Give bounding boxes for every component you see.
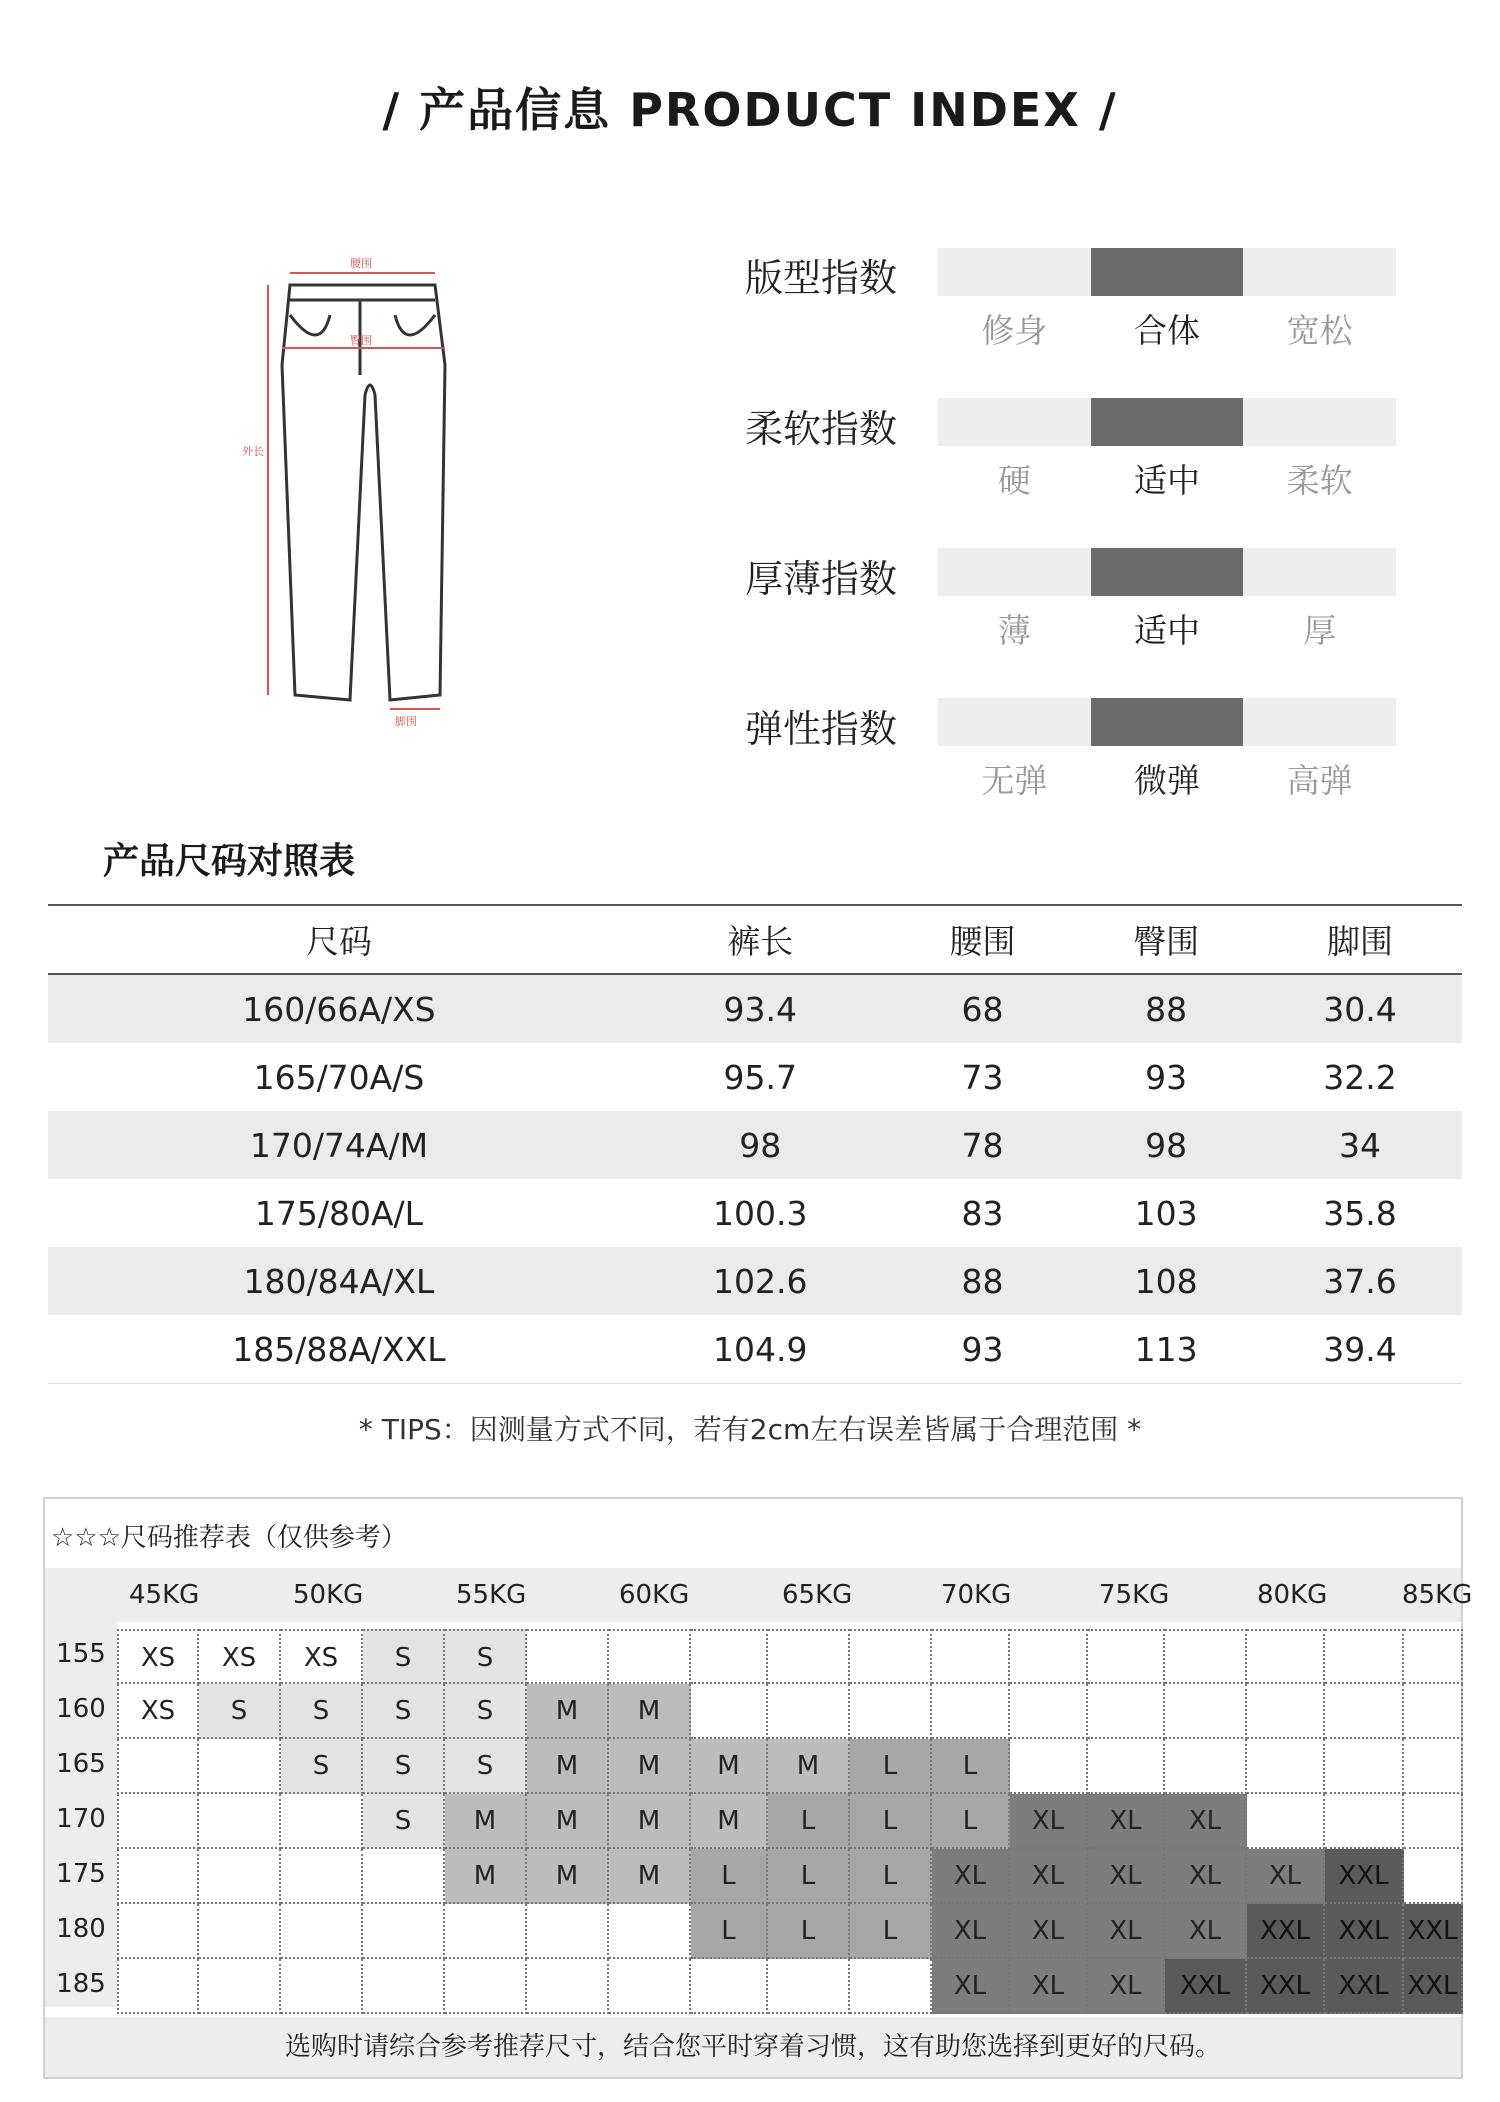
cell-length: 93.4 bbox=[630, 974, 891, 1043]
page-title: / 产品信息 PRODUCT INDEX / bbox=[382, 83, 1118, 137]
size-cell bbox=[199, 1794, 281, 1849]
size-cell: M bbox=[527, 1849, 609, 1904]
size-cell bbox=[117, 1849, 199, 1904]
size-cell: XS bbox=[117, 1684, 199, 1739]
size-cell: XS bbox=[199, 1629, 281, 1684]
weight-header-row bbox=[45, 1568, 1473, 1622]
height-label: 185 bbox=[56, 1969, 106, 1999]
size-cell: L bbox=[691, 1849, 768, 1904]
size-cell: M bbox=[527, 1684, 609, 1739]
size-cell bbox=[1088, 1629, 1165, 1684]
softness-index-options bbox=[938, 455, 1396, 502]
height-label: 155 bbox=[56, 1639, 106, 1669]
elasticity-seg-1 bbox=[1091, 698, 1244, 746]
size-cell: M bbox=[691, 1739, 768, 1794]
cell-length: 98 bbox=[630, 1111, 891, 1179]
tips-text: * TIPS：因测量方式不同，若有2cm左右误差皆属于合理范围 * bbox=[358, 1413, 1142, 1446]
elasticity-index-bar bbox=[938, 698, 1396, 746]
table-row bbox=[48, 1111, 1462, 1179]
size-cell: XL bbox=[1247, 1849, 1325, 1904]
cell-size: 185/88A/XXL bbox=[48, 1315, 630, 1384]
size-cell bbox=[1247, 1684, 1325, 1739]
size-cell bbox=[199, 1849, 281, 1904]
fit-seg-0 bbox=[938, 248, 1091, 296]
size-cell: XL bbox=[1010, 1959, 1088, 2014]
size-cell: S bbox=[281, 1684, 363, 1739]
size-cell bbox=[1325, 1794, 1404, 1849]
cell-size: 160/66A/XS bbox=[48, 974, 630, 1043]
size-cell bbox=[281, 1959, 363, 2014]
size-cell bbox=[445, 1904, 527, 1959]
size-cell: XL bbox=[1010, 1794, 1088, 1849]
weight-label: 50KG bbox=[293, 1580, 364, 1610]
header-waist: 腰围 bbox=[891, 905, 1075, 974]
fit-index-label: 版型指数 bbox=[745, 256, 898, 300]
size-cell bbox=[1404, 1684, 1463, 1739]
cell-hip: 93 bbox=[1145, 1057, 1188, 1097]
diagram-hip-label: 臀围 bbox=[350, 334, 372, 347]
size-cell: M bbox=[527, 1794, 609, 1849]
size-cell bbox=[609, 1959, 691, 2014]
size-cell bbox=[1010, 1684, 1088, 1739]
header-hem: 脚围 bbox=[1258, 905, 1462, 974]
size-cell bbox=[1010, 1629, 1088, 1684]
weight-label: 55KG bbox=[456, 1580, 527, 1610]
cell-waist: 78 bbox=[891, 1111, 1075, 1179]
size-cell: S bbox=[199, 1684, 281, 1739]
size-cell bbox=[199, 1904, 281, 1959]
cell-size: 165/70A/S bbox=[253, 1057, 425, 1097]
height-label: 170 bbox=[56, 1804, 106, 1834]
cell-size: 175/80A/L bbox=[254, 1193, 424, 1233]
thickness-index-bar bbox=[938, 548, 1396, 596]
cell-waist: 68 bbox=[891, 974, 1075, 1043]
thickness-seg-1 bbox=[1091, 548, 1244, 596]
cell-length: 102.6 bbox=[630, 1247, 891, 1315]
thickness-index-options bbox=[938, 605, 1396, 652]
cell-hem: 39.4 bbox=[1258, 1315, 1462, 1384]
size-cell: XL bbox=[1088, 1849, 1165, 1904]
softness-seg-2 bbox=[1243, 398, 1396, 446]
size-cell bbox=[691, 1959, 768, 2014]
size-cell bbox=[609, 1904, 691, 1959]
elasticity-option: 高弹 bbox=[1286, 761, 1353, 800]
header-length: 裤长 bbox=[630, 905, 891, 974]
size-cell: XXL bbox=[1325, 1849, 1404, 1904]
pants-diagram bbox=[220, 245, 480, 728]
cell-size: 170/74A/M bbox=[48, 1111, 630, 1179]
cell-length: 95.7 bbox=[723, 1057, 797, 1097]
size-cell: M bbox=[609, 1794, 691, 1849]
size-cell: M bbox=[691, 1794, 768, 1849]
weight-label: 80KG bbox=[1257, 1580, 1328, 1610]
size-cell: XL bbox=[1010, 1849, 1088, 1904]
size-cell: XXL bbox=[1325, 1959, 1404, 2014]
size-cell: XS bbox=[281, 1629, 363, 1684]
size-cell: XXL bbox=[1247, 1959, 1325, 2014]
size-cell bbox=[768, 1959, 850, 2014]
cell-hip: 113 bbox=[1074, 1315, 1258, 1384]
size-cell: L bbox=[850, 1794, 932, 1849]
size-cell: S bbox=[363, 1684, 445, 1739]
size-cell: S bbox=[363, 1739, 445, 1794]
recommendation-footer: 选购时请综合参考推荐尺寸，结合您平时穿着习惯，这有助您选择到更好的尺码。 bbox=[45, 2017, 1461, 2077]
elasticity-option: 微弹 bbox=[1134, 761, 1200, 800]
size-cell bbox=[527, 1629, 609, 1684]
size-cell: XL bbox=[1088, 1904, 1165, 1959]
size-cell bbox=[1247, 1629, 1325, 1684]
header-size: 尺码 bbox=[48, 905, 630, 974]
softness-option: 柔软 bbox=[1286, 461, 1353, 500]
size-cell: XS bbox=[117, 1629, 199, 1684]
thickness-index-label: 厚薄指数 bbox=[745, 557, 898, 601]
size-cell bbox=[1088, 1684, 1165, 1739]
cell-hem: 34 bbox=[1258, 1111, 1462, 1179]
header-hip: 臀围 bbox=[1074, 905, 1258, 974]
thickness-option: 薄 bbox=[997, 611, 1031, 650]
size-cell: XXL bbox=[1165, 1959, 1247, 2014]
size-cell: XL bbox=[932, 1849, 1010, 1904]
table-row bbox=[48, 1315, 1462, 1384]
cell-hem: 32.2 bbox=[1323, 1057, 1397, 1097]
size-cell bbox=[1010, 1739, 1088, 1794]
softness-option: 适中 bbox=[1134, 461, 1200, 500]
size-cell bbox=[281, 1904, 363, 1959]
size-cell: XL bbox=[932, 1959, 1010, 2014]
size-cell bbox=[363, 1849, 445, 1904]
fit-option: 宽松 bbox=[1286, 311, 1353, 350]
table-row bbox=[48, 974, 1462, 1043]
weight-label: 65KG bbox=[782, 1580, 853, 1610]
diagram-waist-label: 腰围 bbox=[350, 257, 372, 270]
thickness-option: 厚 bbox=[1303, 611, 1337, 650]
size-recommendation-chart bbox=[43, 1497, 1473, 2079]
size-cell bbox=[1247, 1794, 1325, 1849]
cell-hip: 108 bbox=[1074, 1247, 1258, 1315]
recommendation-title: ☆☆☆尺码推荐表（仅供参考） bbox=[51, 1523, 407, 1553]
elasticity-seg-2 bbox=[1243, 698, 1396, 746]
size-cell bbox=[281, 1849, 363, 1904]
size-cell bbox=[768, 1684, 850, 1739]
size-cell: L bbox=[691, 1904, 768, 1959]
cell-hip: 103 bbox=[1134, 1193, 1198, 1233]
size-cell: S bbox=[281, 1739, 363, 1794]
size-cell bbox=[445, 1959, 527, 2014]
size-cell: S bbox=[445, 1629, 527, 1684]
size-cell: M bbox=[609, 1684, 691, 1739]
size-cell bbox=[1247, 1739, 1325, 1794]
size-cell bbox=[1165, 1629, 1247, 1684]
softness-seg-1 bbox=[1091, 398, 1244, 446]
size-cell: XXL bbox=[1247, 1904, 1325, 1959]
cell-length: 100.3 bbox=[713, 1193, 808, 1233]
size-cell bbox=[281, 1794, 363, 1849]
size-cell: XL bbox=[1010, 1904, 1088, 1959]
size-cell: L bbox=[850, 1739, 932, 1794]
size-cell bbox=[1165, 1684, 1247, 1739]
size-cell bbox=[363, 1904, 445, 1959]
fit-seg-1 bbox=[1091, 248, 1244, 296]
size-cell bbox=[1404, 1629, 1463, 1684]
elasticity-index-label: 弹性指数 bbox=[745, 707, 898, 751]
size-cell: L bbox=[768, 1904, 850, 1959]
weight-label: 45KG bbox=[129, 1580, 200, 1610]
softness-index-bar bbox=[938, 398, 1396, 446]
cell-size: 180/84A/XL bbox=[48, 1247, 630, 1315]
thickness-option: 适中 bbox=[1134, 611, 1200, 650]
size-table bbox=[48, 904, 1462, 1384]
diagram-length-label: 外长 bbox=[242, 445, 264, 458]
size-cell: S bbox=[363, 1629, 445, 1684]
size-cell bbox=[691, 1629, 768, 1684]
size-cell: L bbox=[850, 1849, 932, 1904]
size-cell bbox=[1404, 1739, 1463, 1794]
size-cell: M bbox=[445, 1794, 527, 1849]
cell-hip: 88 bbox=[1074, 974, 1258, 1043]
weight-label: 75KG bbox=[1099, 1580, 1170, 1610]
size-cell bbox=[117, 1739, 199, 1794]
size-cell bbox=[691, 1684, 768, 1739]
height-header-column bbox=[45, 1622, 117, 2007]
cell-waist: 88 bbox=[891, 1247, 1075, 1315]
softness-seg-0 bbox=[938, 398, 1091, 446]
size-cell: XL bbox=[1165, 1849, 1247, 1904]
size-cell: L bbox=[768, 1794, 850, 1849]
size-cell bbox=[527, 1959, 609, 2014]
size-cell: M bbox=[609, 1739, 691, 1794]
size-cell bbox=[609, 1629, 691, 1684]
size-cell bbox=[850, 1959, 932, 2014]
size-cell bbox=[1165, 1739, 1247, 1794]
softness-index-label: 柔软指数 bbox=[745, 407, 898, 451]
size-cell: XL bbox=[1088, 1959, 1165, 2014]
size-cell: L bbox=[932, 1739, 1010, 1794]
size-cell bbox=[1325, 1684, 1404, 1739]
size-cell: M bbox=[768, 1739, 850, 1794]
fit-index-options bbox=[938, 305, 1396, 352]
size-cell: L bbox=[768, 1849, 850, 1904]
size-cell: S bbox=[363, 1794, 445, 1849]
size-cell bbox=[850, 1629, 932, 1684]
size-cell bbox=[199, 1959, 281, 2014]
size-cell: L bbox=[850, 1904, 932, 1959]
size-cell: XL bbox=[1088, 1794, 1165, 1849]
size-cell: XXL bbox=[1325, 1904, 1404, 1959]
size-cell bbox=[932, 1629, 1010, 1684]
thickness-seg-2 bbox=[1243, 548, 1396, 596]
cell-hem: 35.8 bbox=[1323, 1193, 1397, 1233]
size-cell: XL bbox=[1165, 1794, 1247, 1849]
size-cell bbox=[932, 1684, 1010, 1739]
size-cell: XL bbox=[1165, 1904, 1247, 1959]
size-cell: XXL bbox=[1404, 1904, 1463, 1959]
height-label: 180 bbox=[56, 1914, 106, 1944]
diagram-hem-label: 脚围 bbox=[395, 715, 417, 728]
size-cell bbox=[363, 1959, 445, 2014]
size-cell bbox=[1404, 1849, 1463, 1904]
fit-index-bar bbox=[938, 248, 1396, 296]
recommendation-grid bbox=[117, 1629, 1463, 2011]
cell-hem: 37.6 bbox=[1258, 1247, 1462, 1315]
table-row bbox=[48, 1043, 1462, 1111]
fit-seg-2 bbox=[1243, 248, 1396, 296]
size-cell: M bbox=[445, 1849, 527, 1904]
table-row bbox=[48, 1247, 1462, 1315]
size-cell: L bbox=[932, 1794, 1010, 1849]
cell-waist: 93 bbox=[891, 1315, 1075, 1384]
size-cell: M bbox=[527, 1739, 609, 1794]
size-table-title: 产品尺码对照表 bbox=[103, 841, 356, 882]
size-cell bbox=[117, 1794, 199, 1849]
height-label: 175 bbox=[56, 1859, 106, 1889]
size-cell bbox=[1325, 1629, 1404, 1684]
size-cell: XL bbox=[932, 1904, 1010, 1959]
cell-length: 104.9 bbox=[630, 1315, 891, 1384]
size-cell bbox=[199, 1739, 281, 1794]
elasticity-option: 无弹 bbox=[981, 761, 1048, 800]
height-label: 160 bbox=[56, 1694, 106, 1724]
softness-option: 硬 bbox=[997, 461, 1031, 500]
size-cell: S bbox=[445, 1739, 527, 1794]
fit-option: 修身 bbox=[981, 311, 1048, 350]
fit-option: 合体 bbox=[1134, 311, 1200, 350]
size-cell bbox=[850, 1684, 932, 1739]
size-cell: XXL bbox=[1404, 1959, 1463, 2014]
cell-waist: 73 bbox=[961, 1057, 1004, 1097]
elasticity-seg-0 bbox=[938, 698, 1091, 746]
cell-hip: 98 bbox=[1074, 1111, 1258, 1179]
elasticity-index-options bbox=[938, 755, 1396, 802]
size-cell bbox=[768, 1629, 850, 1684]
size-cell bbox=[1404, 1794, 1463, 1849]
size-cell bbox=[117, 1904, 199, 1959]
weight-label: 85KG bbox=[1402, 1580, 1473, 1610]
weight-label: 60KG bbox=[619, 1580, 690, 1610]
cell-hem: 30.4 bbox=[1258, 974, 1462, 1043]
size-cell bbox=[1088, 1739, 1165, 1794]
height-label: 165 bbox=[56, 1749, 106, 1779]
cell-waist: 83 bbox=[961, 1193, 1004, 1233]
size-cell bbox=[527, 1904, 609, 1959]
size-cell bbox=[117, 1959, 199, 2014]
size-cell bbox=[1325, 1739, 1404, 1794]
size-table-header-row bbox=[48, 905, 1462, 974]
table-row bbox=[48, 1179, 1462, 1247]
size-cell: S bbox=[445, 1684, 527, 1739]
thickness-seg-0 bbox=[938, 548, 1091, 596]
weight-label: 70KG bbox=[941, 1580, 1012, 1610]
size-cell: M bbox=[609, 1849, 691, 1904]
